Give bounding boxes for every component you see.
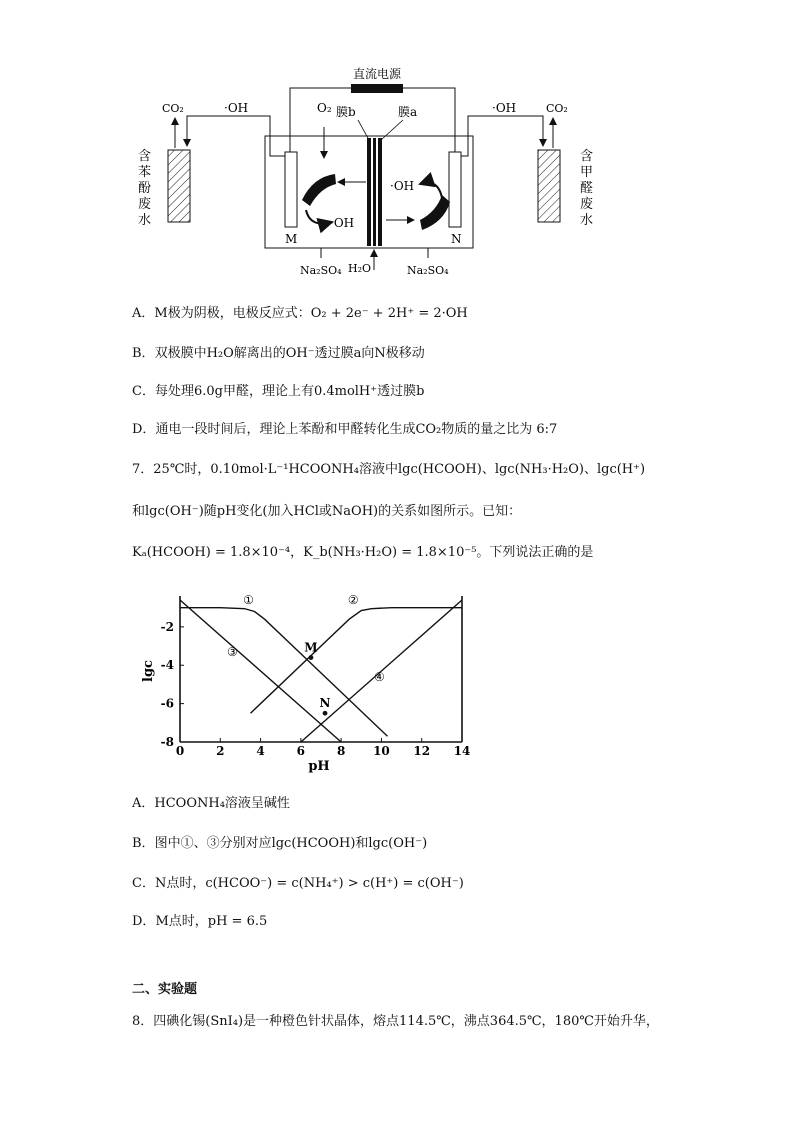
q6-option-b: B．双极膜中H₂O解离出的OH⁻透过膜a向N极移动 — [132, 346, 425, 361]
right-co2-label: CO₂ — [546, 102, 568, 115]
series-label-4: ④ — [374, 669, 385, 684]
power-wire — [290, 88, 351, 152]
q7-stem-line3: Kₐ(HCOOH) = 1.8×10⁻⁴，K_b(NH₃·H₂O) = 1.8×10⁻⁵。下列说法正确的是 — [132, 545, 594, 560]
series-label-3: ③ — [226, 644, 238, 659]
right-curved-band — [420, 195, 450, 230]
x-axis-label: pH — [308, 759, 330, 774]
membrane-a-label: 膜a — [398, 105, 418, 119]
x-tick-label: 10 — [373, 744, 390, 758]
electrode-m — [285, 152, 297, 227]
power-source-label: 直流电源 — [352, 67, 402, 81]
electrode-n-label: N — [451, 232, 462, 246]
x-tick-label: 2 — [216, 744, 225, 758]
right-oh-label: ·OH — [492, 101, 517, 115]
point-n — [323, 711, 328, 716]
q7-option-c: C．N点时，c(HCOO⁻) = c(NH₄⁺) > c(H⁺) = c(OH⁻) — [132, 876, 464, 891]
q7-stem-line1: 7．25℃时，0.10mol·L⁻¹HCOONH₄溶液中lgc(HCOOH)、lgc(NH₃·H₂O)、lgc(H⁺) — [132, 462, 646, 477]
left-co2-label: CO₂ — [162, 102, 184, 115]
q7-stem-line2: 和lgc(OH⁻)随pH变化(加入HCl或NaOH)的关系如图所示。已知： — [132, 504, 522, 519]
y-tick-label: -2 — [160, 619, 174, 634]
na2so4-right-label: Na₂SO₄ — [407, 264, 449, 277]
left-tank — [168, 150, 190, 222]
power-source-bar — [351, 84, 403, 93]
left-tank-label: 含苯酚废水 — [138, 149, 152, 228]
point-label-m: M — [304, 640, 318, 655]
na2so4-left-label: Na₂SO₄ — [300, 264, 342, 277]
y-tick-label: -6 — [160, 696, 174, 711]
right-tank-label: 含甲醛废水 — [580, 149, 594, 228]
q7-option-a: A．HCOONH₄溶液呈碱性 — [132, 796, 290, 811]
power-wire — [403, 88, 455, 152]
x-tick-label: 0 — [175, 744, 185, 758]
y-tick-label: -8 — [160, 735, 174, 749]
section-title: 二、实验题 — [132, 982, 198, 997]
y-tick-label: -4 — [160, 658, 174, 673]
right-curved-arrow — [420, 183, 442, 198]
lgc-ph-chart — [130, 578, 490, 778]
left-curved-arrow — [306, 210, 332, 224]
q6-option-c: C．每处理6.0g甲醛，理论上有0.4molH⁺透过膜b — [132, 384, 425, 399]
point-label-n: N — [319, 696, 331, 711]
electrode-m-label: M — [285, 232, 298, 246]
oh-label-left-inner: ·OH — [330, 216, 355, 230]
point-m — [309, 655, 314, 660]
q6-option-d: D．通电一段时间后，理论上苯酚和甲醛转化生成CO₂物质的量之比为 6:7 — [132, 422, 558, 437]
electrolysis-cell-diagram — [120, 60, 620, 285]
x-tick-label: 12 — [413, 744, 431, 758]
membrane-middle — [373, 138, 376, 246]
q7-option-d: D．M点时，pH = 6.5 — [132, 914, 268, 929]
x-tick-label: 4 — [256, 744, 265, 758]
oh-label-right-inner: ·OH — [390, 179, 415, 193]
h2o-label: H₂O — [348, 262, 372, 275]
series-line-3 — [180, 600, 341, 742]
left-tank-pipe — [187, 116, 285, 156]
left-curved-band — [302, 174, 336, 206]
y-axis-label: lgc — [141, 660, 156, 682]
o2-label: O₂ — [317, 101, 332, 115]
q6-option-a: A．M极为阴极，电极反应式：O₂ + 2e⁻ + 2H⁺ = 2·OH — [132, 306, 468, 321]
x-tick-label: 6 — [296, 744, 306, 758]
x-tick-label: 14 — [453, 744, 471, 758]
q7-option-b: B．图中①、③分别对应lgc(HCOOH)和lgc(OH⁻) — [132, 836, 428, 851]
left-oh-label: ·OH — [224, 101, 249, 115]
series-line-2 — [251, 608, 463, 714]
membrane-a — [378, 138, 382, 246]
series-label-1: ① — [243, 593, 254, 607]
x-tick-label: 8 — [336, 744, 346, 758]
electrode-n — [449, 152, 461, 227]
membrane-b-label: 膜b — [336, 105, 356, 119]
membrane-b — [367, 138, 371, 246]
q8-stem: 8．四碘化锡(SnI₄)是一种橙色针状晶体，熔点114.5℃，沸点364.5℃，180℃开始升华， — [132, 1014, 659, 1029]
series-label-2: ② — [347, 593, 359, 607]
right-tank — [538, 150, 560, 222]
